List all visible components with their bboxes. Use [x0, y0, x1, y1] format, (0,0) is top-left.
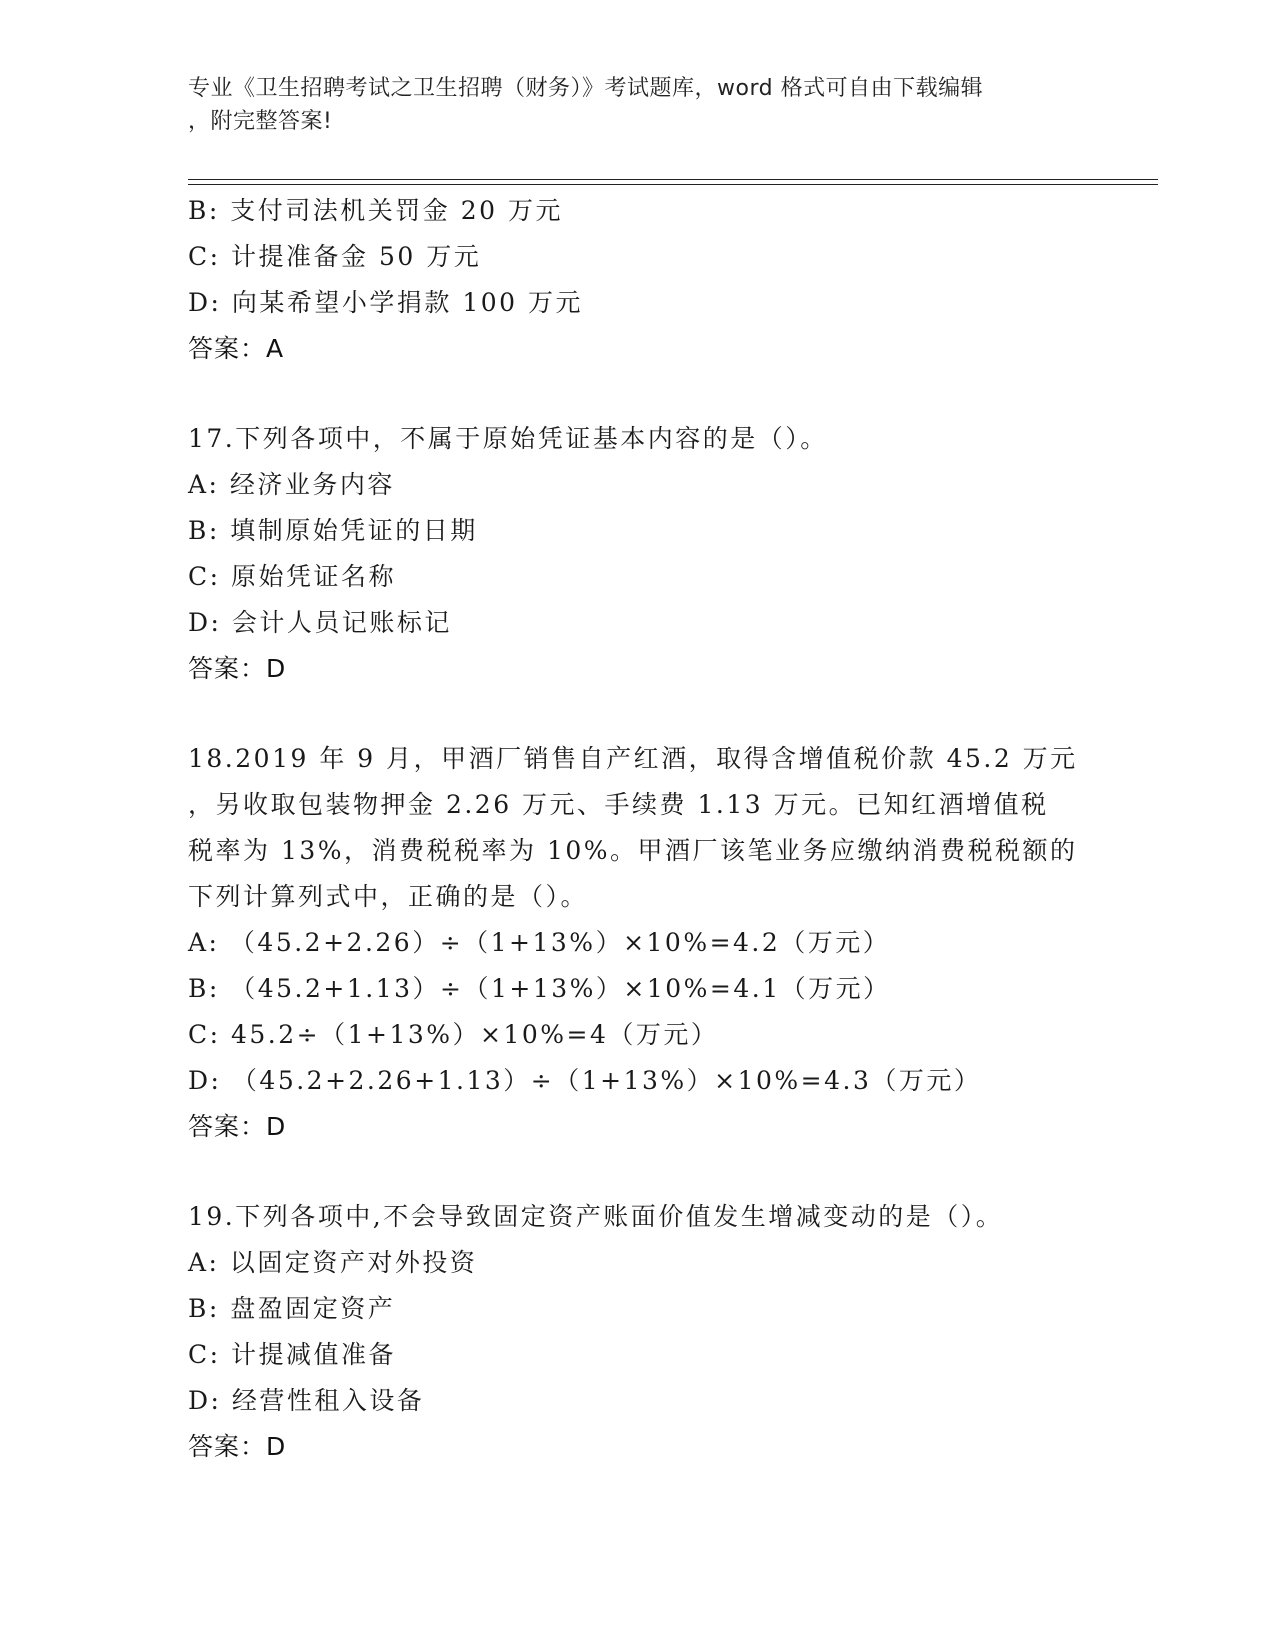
option-d: D: 会计人员记账标记: [188, 608, 452, 637]
page-header: [188, 72, 1088, 138]
question-stem-line-1: 18.2019 年 9 月，甲酒厂销售自产红酒，取得含增值税价款 45.2 万元: [188, 744, 1078, 773]
option-a: A: 经济业务内容: [188, 470, 395, 499]
option-a: A: 以固定资产对外投资: [188, 1248, 478, 1277]
option-b: B: 填制原始凭证的日期: [188, 516, 478, 545]
option-c: C: 45.2÷（1+13%）×10%=4（万元）: [188, 1020, 719, 1049]
header-divider-top: [188, 179, 1158, 180]
header-title-line-2: ，附完整答案!: [188, 109, 333, 134]
previous-question-continuation: [188, 188, 1088, 372]
question-17: [188, 416, 1088, 692]
option-b: B: 盘盈固定资产: [188, 1294, 396, 1323]
question-stem-line-2: ，另收取包装物押金 2.26 万元、手续费 1.13 万元。已知红酒增值税: [188, 790, 1049, 819]
option-d: D: 向某希望小学捐款 100 万元: [188, 288, 584, 317]
question-stem-line-3: 税率为 13%，消费税税率为 10%。甲酒厂该笔业务应缴纳消费税税额的: [188, 836, 1078, 865]
question-stem: 19.下列各项中,不会导致固定资产账面价值发生增减变动的是（）。: [188, 1202, 1004, 1231]
question-19: [188, 1194, 1088, 1470]
answer-line: 答案：A: [188, 334, 285, 363]
answer-line: 答案：D: [188, 654, 287, 683]
option-c: C: 计提减值准备: [188, 1340, 396, 1369]
header-title-line-1: 专业《卫生招聘考试之卫生招聘（财务）》考试题库，word 格式可自由下载编辑: [188, 76, 984, 101]
answer-line: 答案：D: [188, 1112, 287, 1141]
header-divider-bottom: [188, 184, 1158, 185]
question-stem-line-4: 下列计算列式中，正确的是（）。: [188, 882, 589, 911]
option-a: A: （45.2+2.26）÷（1+13%）×10%=4.2（万元）: [188, 928, 891, 957]
option-d: D: （45.2+2.26+1.13）÷（1+13%）×10%=4.3（万元）: [188, 1066, 982, 1095]
option-b: B: 支付司法机关罚金 20 万元: [188, 196, 563, 225]
question-stem: 17.下列各项中，不属于原始凭证基本内容的是（）。: [188, 424, 828, 453]
option-d: D: 经营性租入设备: [188, 1386, 425, 1415]
question-content: [188, 188, 1088, 1470]
option-b: B: （45.2+1.13）÷（1+13%）×10%=4.1（万元）: [188, 974, 891, 1003]
option-c: C: 原始凭证名称: [188, 562, 396, 591]
answer-line: 答案：D: [188, 1432, 287, 1461]
question-18: [188, 736, 1088, 1150]
option-c: C: 计提准备金 50 万元: [188, 242, 482, 271]
